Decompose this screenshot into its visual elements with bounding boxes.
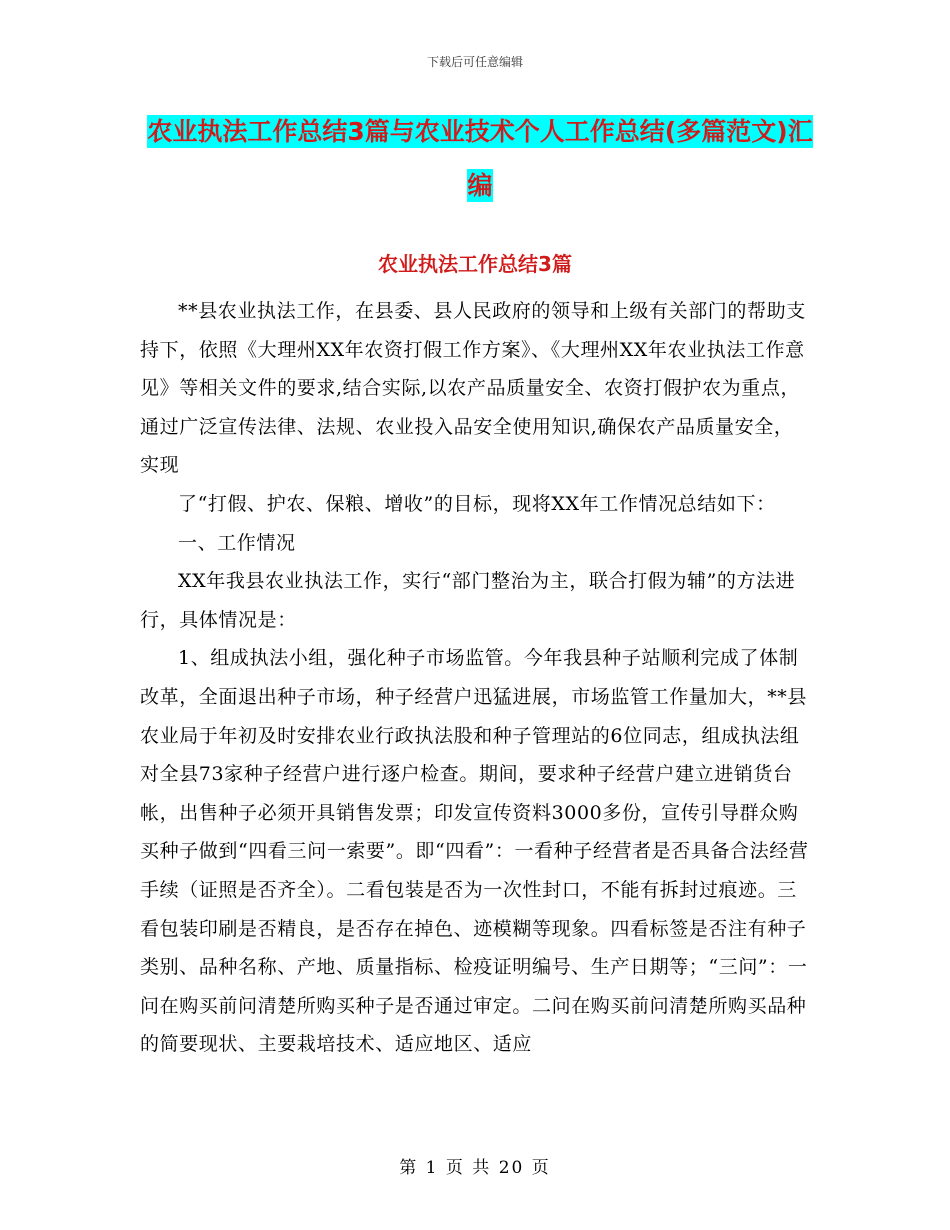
page-footer: 第 1 页 共 20 页 (399, 1158, 551, 1178)
section-heading: 一、工作情况 (178, 531, 296, 554)
document-title (140, 105, 820, 213)
section-subtitle: 农业执法工作总结3篇 (378, 252, 572, 276)
document-body (140, 292, 812, 1064)
paragraph: XX年我县农业执法工作，实行“部门整治为主，联合打假为辅”的方法进行，具体情况是： (140, 570, 796, 631)
document-title-text: 农业执法工作总结3篇与农业技术个人工作总结(多篇范文)汇编 (147, 117, 813, 200)
paragraph: 1、组成执法小组，强化种子市场监管。今年我县种子站顺利完成了体制改革，全面退出种子市场，种子经营户迅猛进展，市场监管工作量加大，**县农业局于年初及时安排农业行政执法股和种子管理站的6位同志，组成执法组对全县73家种子经营户进行逐户检查。期间，要求种子经营户建立进销货台帐，出售种子必须开具销售发票；印发宣传资料3000多份，宣传引导群众购买种子做到“四看三问一索要”。即“四看”：一看种子经营者是否具备合法经营手续（证照是否齐全）。二看包装是否为一次性封口，不能有拆封过痕迹。三看包装印刷是否精良，是否存在掉色、迹模糊等现象。四看标签是否注有种子类别、品种名称、产地、质量指标、检疫证明编号、生产日期等；“三问”：一问在购买前问清楚所购买种子是否通过审定。二问在购买前问清楚所购买品种的简要现状、主要栽培技术、适应地区、适应 (140, 647, 809, 1056)
paragraph: 了“打假、护农、保粮、增收”的目标，现将XX年工作情况总结如下： (178, 492, 776, 515)
page-header-note: 下载后可任意编辑 (426, 55, 523, 69)
paragraph: **县农业执法工作，在县委、县人民政府的领导和上级有关部门的帮助支持下，依照《大理州XX年农资打假工作方案》、《大理州XX年农业执法工作意见》等相关文件的要求,结合实际,以农产品质量安全、农资打假护农为重点，通过广泛宣传法律、法规、农业投入品安全使用知识,确保农产品质量安全，实现 (140, 300, 806, 477)
